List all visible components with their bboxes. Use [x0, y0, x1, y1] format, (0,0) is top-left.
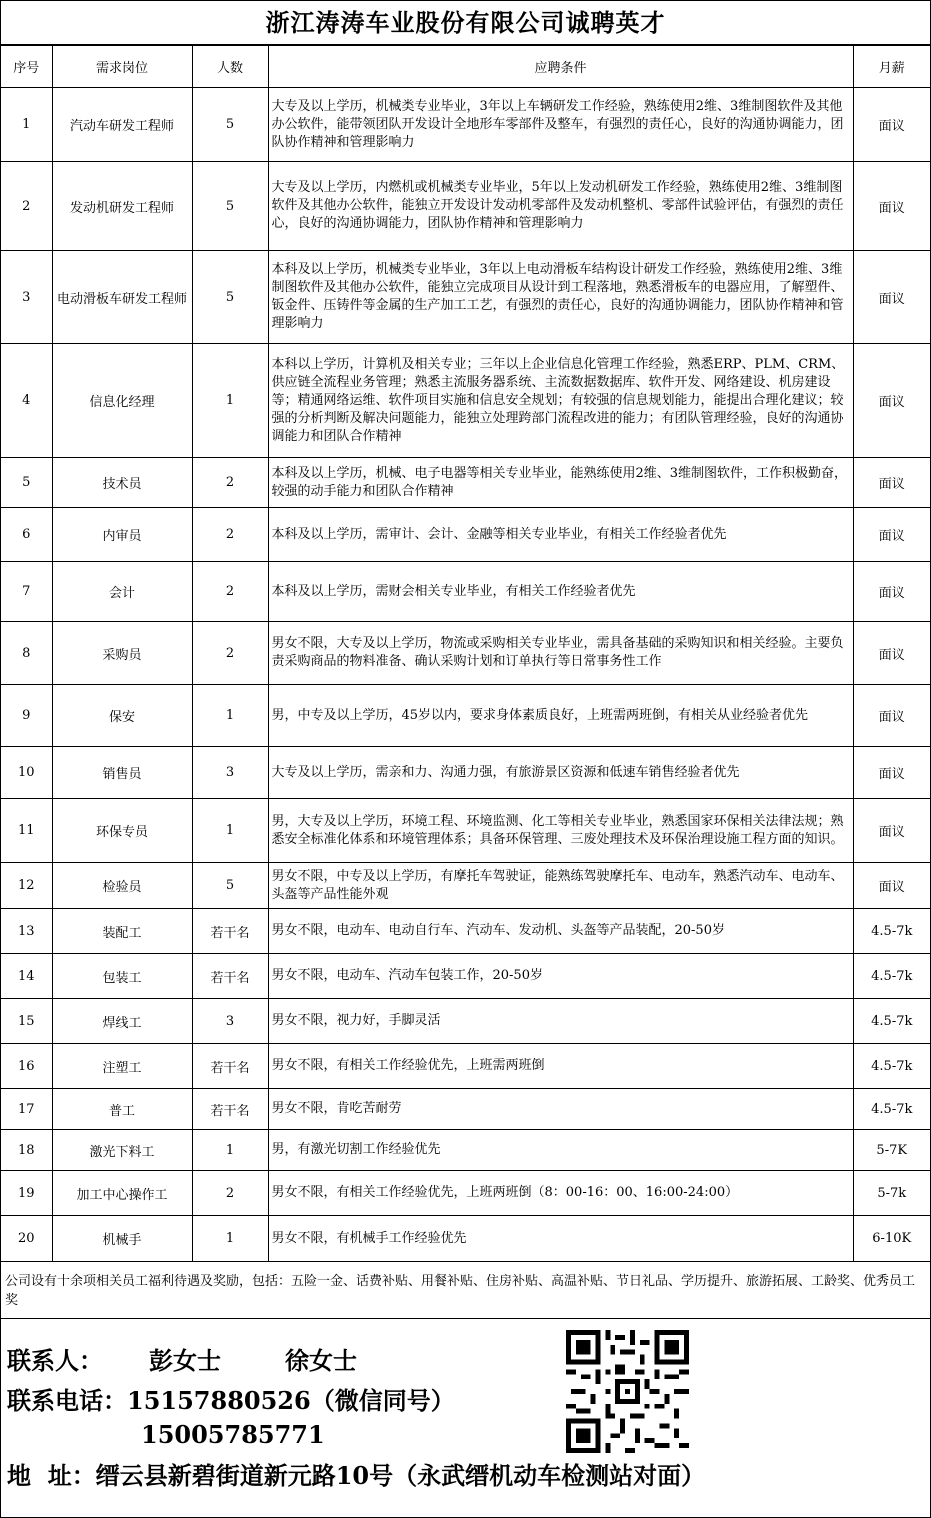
table-row: [1, 799, 930, 863]
row-no: 13: [1, 909, 52, 954]
row-count: 1: [192, 1216, 268, 1262]
row-salary: 面议: [853, 88, 930, 162]
row-no: 11: [1, 799, 52, 863]
row-requirements: 男女不限，视力好，手脚灵活: [268, 999, 853, 1044]
contact-phone-1: 15157880526（微信同号）: [127, 1386, 455, 1415]
row-salary: 面议: [853, 251, 930, 344]
row-requirements: 男女不限，电动车、电动自行车、汽动车、发动机、头盔等产品装配，20-50岁: [268, 909, 853, 954]
row-position: 注塑工: [52, 1044, 192, 1089]
row-position: 激光下料工: [52, 1130, 192, 1171]
row-position: 销售员: [52, 747, 192, 799]
row-count: 若干名: [192, 1044, 268, 1089]
table-header-row: [1, 46, 930, 88]
row-position: 技术员: [52, 458, 192, 508]
benefits-text: 公司设有十余项相关员工福利待遇及奖励，包括：五险一金、话费补贴、用餐补贴、住房补贴、高温补贴、节日礼品、学历提升、旅游拓展、工龄奖、优秀员工奖: [1, 1262, 930, 1319]
table-row: [1, 162, 930, 251]
table-row: [1, 508, 930, 562]
row-no: 12: [1, 863, 52, 909]
contact-person-label: 联系人：: [7, 1346, 103, 1375]
table-row: [1, 344, 930, 458]
table-row: [1, 458, 930, 508]
address-line: [7, 1456, 705, 1491]
row-count: 5: [192, 863, 268, 909]
row-no: 7: [1, 562, 52, 622]
table-row: [1, 622, 930, 685]
row-no: 8: [1, 622, 52, 685]
row-salary: 6-10K: [853, 1216, 930, 1262]
row-count: 若干名: [192, 909, 268, 954]
row-no: 18: [1, 1130, 52, 1171]
table-row: [1, 251, 930, 344]
row-count: 若干名: [192, 1089, 268, 1130]
row-no: 9: [1, 685, 52, 747]
address-label: 地 址：: [7, 1461, 96, 1490]
header-requirements: 应聘条件: [268, 46, 853, 88]
row-no: 3: [1, 251, 52, 344]
row-no: 14: [1, 954, 52, 999]
row-count: 5: [192, 162, 268, 251]
row-salary: 面议: [853, 622, 930, 685]
table-row: [1, 954, 930, 999]
table-row: [1, 685, 930, 747]
row-position: 保安: [52, 685, 192, 747]
table-row: [1, 1044, 930, 1089]
row-count: 2: [192, 508, 268, 562]
table-row: [1, 1171, 930, 1216]
row-requirements: 男女不限，有相关工作经验优先，上班需两班倒: [268, 1044, 853, 1089]
row-count: 1: [192, 1130, 268, 1171]
row-count: 2: [192, 622, 268, 685]
row-position: 焊线工: [52, 999, 192, 1044]
row-salary: 面议: [853, 799, 930, 863]
row-count: 1: [192, 685, 268, 747]
row-requirements: 本科及以上学历，需审计、会计、金融等相关专业毕业，有相关工作经验者优先: [268, 508, 853, 562]
contact-person-line: [7, 1341, 357, 1376]
header-count: 人数: [192, 46, 268, 88]
row-position: 检验员: [52, 863, 192, 909]
contact-section: [1, 1319, 930, 1516]
contact-person-2: 徐女士: [285, 1346, 357, 1375]
header-position: 需求岗位: [52, 46, 192, 88]
header-salary: 月薪: [853, 46, 930, 88]
row-count: 2: [192, 1171, 268, 1216]
row-requirements: 男女不限，肯吃苦耐劳: [268, 1089, 853, 1130]
row-requirements: 本科及以上学历，机械类专业毕业，3年以上电动滑板车结构设计研发工作经验，熟练使用2维、3维制图软件及其他办公软件，能独立完成项目从设计到工程落地，熟悉滑板车的电器应用，了解塑件、钣金件、压铸件等金属的生产加工工艺，有强烈的责任心，良好的沟通协调能力，团队协作精神和管理影响力: [268, 251, 853, 344]
row-salary: 5-7K: [853, 1130, 930, 1171]
row-count: 2: [192, 562, 268, 622]
row-position: 加工中心操作工: [52, 1171, 192, 1216]
table-row: [1, 1216, 930, 1262]
row-salary: 面议: [853, 344, 930, 458]
row-no: 6: [1, 508, 52, 562]
row-requirements: 大专及以上学历，内燃机或机械类专业毕业，5年以上发动机研发工作经验，熟练使用2维、3维制图软件及其他办公软件，能独立开发设计发动机零部件及发动机整机、零部件试验评估，有强烈的责任心，良好的沟通协调能力，团队协作精神和管理影响力: [268, 162, 853, 251]
row-requirements: 男女不限，中专及以上学历，有摩托车驾驶证，能熟练驾驶摩托车、电动车，熟悉汽动车、电动车、头盔等产品性能外观: [268, 863, 853, 909]
row-no: 5: [1, 458, 52, 508]
row-position: 采购员: [52, 622, 192, 685]
row-requirements: 本科及以上学历，机械、电子电器等相关专业毕业，能熟练使用2维、3维制图软件，工作积极勤奋，较强的动手能力和团队合作精神: [268, 458, 853, 508]
table-row: [1, 909, 930, 954]
page-title: 浙江涛涛车业股份有限公司诚聘英才: [1, 1, 930, 45]
table-row: [1, 88, 930, 162]
table-body: [1, 88, 930, 1262]
contact-phone-2: 15005785771: [141, 1420, 325, 1449]
row-salary: 面议: [853, 863, 930, 909]
row-salary: 4.5-7k: [853, 1089, 930, 1130]
row-count: 5: [192, 88, 268, 162]
row-position: 环保专员: [52, 799, 192, 863]
row-count: 3: [192, 747, 268, 799]
row-requirements: 男，中专及以上学历，45岁以内，要求身体素质良好，上班需两班倒，有相关从业经验者优先: [268, 685, 853, 747]
job-table: [1, 45, 930, 1262]
row-count: 2: [192, 458, 268, 508]
row-position: 信息化经理: [52, 344, 192, 458]
address-text: 缙云县新碧街道新元路10号（永武缙机动车检测站对面）: [95, 1461, 706, 1490]
row-salary: 面议: [853, 458, 930, 508]
row-position: 会计: [52, 562, 192, 622]
row-position: 内审员: [52, 508, 192, 562]
row-requirements: 男女不限，电动车、汽动车包装工作，20-50岁: [268, 954, 853, 999]
row-requirements: 大专及以上学历，需亲和力、沟通力强，有旅游景区资源和低速车销售经验者优先: [268, 747, 853, 799]
row-count: 3: [192, 999, 268, 1044]
row-salary: 面议: [853, 685, 930, 747]
table-row: [1, 1089, 930, 1130]
qr-code: [566, 1330, 689, 1453]
table-row: [1, 747, 930, 799]
row-salary: 面议: [853, 562, 930, 622]
row-position: 发动机研发工程师: [52, 162, 192, 251]
row-count: 5: [192, 251, 268, 344]
row-salary: 面议: [853, 508, 930, 562]
row-requirements: 男女不限，有相关工作经验优先，上班两班倒（8：00-16：00、16:00-24:00）: [268, 1171, 853, 1216]
row-salary: 4.5-7k: [853, 909, 930, 954]
row-position: 普工: [52, 1089, 192, 1130]
row-no: 4: [1, 344, 52, 458]
row-requirements: 本科以上学历，计算机及相关专业；三年以上企业信息化管理工作经验，熟悉ERP、PLM、CRM、供应链全流程业务管理；熟悉主流服务器系统、主流数据数据库、软件开发、网络建设、机房建设等；精通网络运维、软件项目实施和信息安全规划；有较强的信息规划能力，能提出合理化建议；较强的分析判断及解决问题能力，能独立处理跨部门流程改进的能力；有团队管理经验，良好的沟通协调能力和团队合作精神: [268, 344, 853, 458]
contact-person-1: 彭女士: [149, 1346, 221, 1375]
row-salary: 5-7k: [853, 1171, 930, 1216]
row-requirements: 男女不限，有机械手工作经验优先: [268, 1216, 853, 1262]
row-requirements: 男，大专及以上学历，环境工程、环境监测、化工等相关专业毕业，熟悉国家环保相关法律法规；熟悉安全标准化体系和环境管理体系；具备环保管理、三废处理技术及环保治理设施工程方面的知识。: [268, 799, 853, 863]
row-salary: 4.5-7k: [853, 1044, 930, 1089]
row-count: 1: [192, 344, 268, 458]
row-requirements: 男，有激光切割工作经验优先: [268, 1130, 853, 1171]
row-no: 17: [1, 1089, 52, 1130]
row-count: 1: [192, 799, 268, 863]
row-no: 16: [1, 1044, 52, 1089]
contact-phone-line: [7, 1381, 455, 1416]
table-row: [1, 1130, 930, 1171]
row-position: 汽动车研发工程师: [52, 88, 192, 162]
row-position: 包装工: [52, 954, 192, 999]
row-no: 19: [1, 1171, 52, 1216]
row-no: 10: [1, 747, 52, 799]
row-position: 装配工: [52, 909, 192, 954]
row-salary: 4.5-7k: [853, 999, 930, 1044]
row-no: 15: [1, 999, 52, 1044]
row-requirements: 大专及以上学历，机械类专业毕业，3年以上车辆研发工作经验，熟练使用2维、3维制图软件及其他办公软件，能带领团队开发设计全地形车零部件及整车，有强烈的责任心，良好的沟通协调能力，团队协作精神和管理影响力: [268, 88, 853, 162]
table-row: [1, 562, 930, 622]
row-salary: 面议: [853, 162, 930, 251]
row-position: 机械手: [52, 1216, 192, 1262]
row-no: 20: [1, 1216, 52, 1262]
row-requirements: 男女不限，大专及以上学历，物流或采购相关专业毕业，需具备基础的采购知识和相关经验。主要负责采购商品的物料准备、确认采购计划和订单执行等日常事务性工作: [268, 622, 853, 685]
row-requirements: 本科及以上学历，需财会相关专业毕业，有相关工作经验者优先: [268, 562, 853, 622]
row-no: 2: [1, 162, 52, 251]
row-salary: 4.5-7k: [853, 954, 930, 999]
row-salary: 面议: [853, 747, 930, 799]
row-no: 1: [1, 88, 52, 162]
header-no: 序号: [1, 46, 52, 88]
row-position: 电动滑板车研发工程师: [52, 251, 192, 344]
table-row: [1, 863, 930, 909]
row-count: 若干名: [192, 954, 268, 999]
table-row: [1, 999, 930, 1044]
contact-phone-label: 联系电话：: [7, 1386, 127, 1415]
